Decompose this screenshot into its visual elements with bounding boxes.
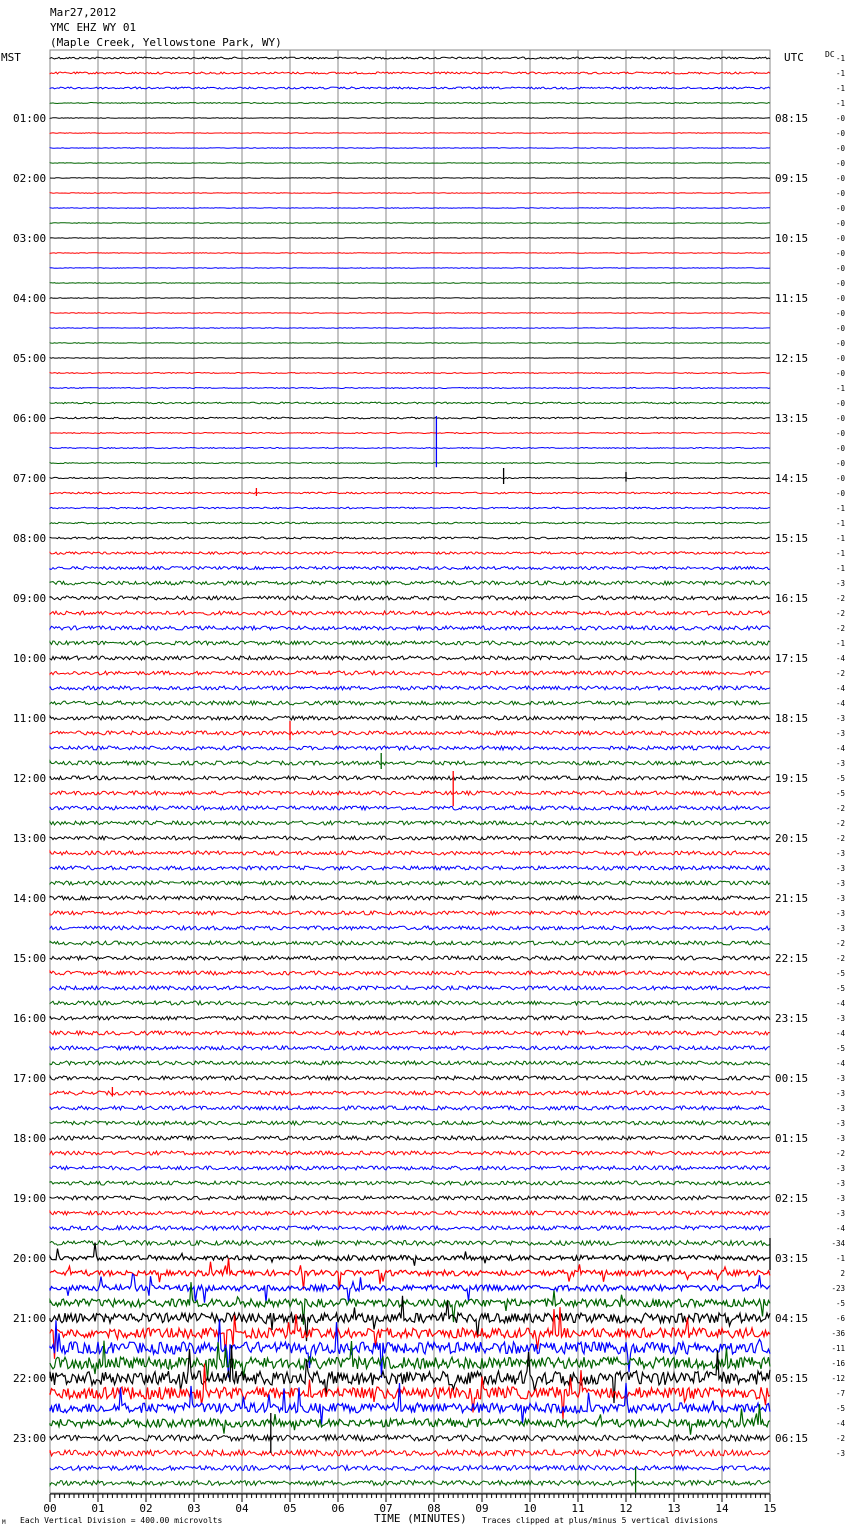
utc-hour-label: 14:15 bbox=[775, 472, 809, 485]
dc-offset-label: -0 bbox=[835, 159, 845, 168]
x-tick-label: 05 bbox=[283, 1502, 297, 1515]
trace-row bbox=[50, 716, 770, 720]
mst-hour-label: 11:00 bbox=[13, 712, 47, 725]
mst-hour-label: 08:00 bbox=[13, 532, 47, 545]
dc-offset-label: -0 bbox=[835, 339, 845, 348]
dc-offset-label: -3 bbox=[835, 894, 845, 903]
trace-row bbox=[50, 1151, 770, 1155]
x-tick-label: 02 bbox=[139, 1502, 153, 1515]
trace-row bbox=[50, 1031, 770, 1035]
dc-offset-label: -4 bbox=[835, 1029, 845, 1038]
dc-offset-label: -4 bbox=[835, 1419, 845, 1428]
utc-hour-label: 00:15 bbox=[775, 1072, 809, 1085]
dc-offset-label: -3 bbox=[835, 759, 845, 768]
trace-row bbox=[50, 492, 770, 494]
x-tick-label: 01 bbox=[91, 1502, 105, 1515]
dc-offset-label: -4 bbox=[835, 1059, 845, 1068]
trace-row bbox=[50, 821, 770, 825]
dc-offset-label: -2 bbox=[835, 954, 845, 963]
trace-row bbox=[50, 1076, 770, 1080]
trace-row bbox=[50, 1181, 770, 1185]
dc-offset-label: -4 bbox=[835, 654, 845, 663]
dc-offset-label: -0 bbox=[835, 369, 845, 378]
dc-offset-label: -3 bbox=[835, 1194, 845, 1203]
dc-offset-label: -3 bbox=[835, 909, 845, 918]
utc-hour-label: 03:15 bbox=[775, 1252, 809, 1265]
trace-row bbox=[50, 686, 770, 690]
trace-row bbox=[50, 1121, 770, 1125]
dc-offset-label: -0 bbox=[835, 414, 845, 423]
trace-row bbox=[50, 746, 770, 750]
trace-row bbox=[50, 507, 770, 509]
mst-hour-label: 21:00 bbox=[13, 1312, 47, 1325]
trace-row bbox=[50, 596, 770, 600]
dc-offset-label: -0 bbox=[835, 309, 845, 318]
trace-row bbox=[50, 1274, 770, 1303]
trace-row bbox=[50, 208, 770, 209]
dc-offset-label: -1 bbox=[835, 384, 845, 393]
dc-offset-label: -0 bbox=[835, 489, 845, 498]
utc-hour-label: 19:15 bbox=[775, 772, 809, 785]
mst-hour-label: 20:00 bbox=[13, 1252, 47, 1265]
dc-offset-label: -2 bbox=[835, 819, 845, 828]
trace-row bbox=[50, 791, 770, 795]
trace-row bbox=[50, 671, 770, 675]
dc-offset-label: -23 bbox=[831, 1284, 845, 1293]
trace-row bbox=[50, 611, 770, 615]
dc-offset-label: -3 bbox=[835, 729, 845, 738]
trace-row bbox=[50, 806, 770, 810]
dc-offset-label: -5 bbox=[835, 1404, 845, 1413]
x-tick-label: 00 bbox=[43, 1502, 57, 1515]
mst-hour-label: 06:00 bbox=[13, 412, 47, 425]
mst-hour-label: 22:00 bbox=[13, 1372, 47, 1385]
dc-offset-label: -36 bbox=[831, 1329, 845, 1338]
mst-hour-label: 01:00 bbox=[13, 112, 47, 125]
trace-row bbox=[50, 776, 770, 780]
utc-hour-label: 22:15 bbox=[775, 952, 809, 965]
trace-row bbox=[50, 1211, 770, 1215]
trace-row bbox=[50, 926, 770, 930]
dc-offset-label: -3 bbox=[835, 879, 845, 888]
dc-offset-label: -1 bbox=[835, 504, 845, 513]
dc-offset-label: -0 bbox=[835, 324, 845, 333]
utc-hour-label: 10:15 bbox=[775, 232, 809, 245]
trace-row bbox=[50, 956, 770, 960]
mst-axis-label: MST bbox=[1, 51, 21, 64]
x-tick-label: 14 bbox=[715, 1502, 729, 1515]
dc-offset-label: -5 bbox=[835, 969, 845, 978]
trace-row bbox=[50, 463, 770, 464]
dc-offset-label: -0 bbox=[835, 354, 845, 363]
dc-offset-label: -2 bbox=[835, 609, 845, 618]
dc-offset-label: -0 bbox=[835, 234, 845, 243]
dc-offset-label: -2 bbox=[835, 1149, 845, 1158]
seismic-traces bbox=[50, 57, 770, 1493]
utc-hour-label: 05:15 bbox=[775, 1372, 809, 1385]
footer bbox=[2, 1512, 718, 1526]
trace-row bbox=[50, 298, 770, 299]
trace-row bbox=[50, 1106, 770, 1110]
dc-offset-label: -3 bbox=[835, 1104, 845, 1113]
utc-hour-label: 23:15 bbox=[775, 1012, 809, 1025]
trace-row bbox=[50, 896, 770, 900]
dc-offset-label: -0 bbox=[835, 429, 845, 438]
trace-row bbox=[50, 552, 770, 554]
mst-hour-label: 09:00 bbox=[13, 592, 47, 605]
x-tick-label: 04 bbox=[235, 1502, 249, 1515]
dc-offset-label: -3 bbox=[835, 849, 845, 858]
trace-row bbox=[50, 1001, 770, 1005]
trace-row bbox=[50, 448, 770, 449]
trace-row bbox=[50, 1383, 770, 1425]
trace-row bbox=[50, 701, 770, 705]
x-tick-label: 06 bbox=[331, 1502, 345, 1515]
trace-row bbox=[50, 148, 770, 149]
dc-offset-label: -3 bbox=[835, 579, 845, 588]
trace-row bbox=[50, 1016, 770, 1020]
dc-offset-label: -3 bbox=[835, 714, 845, 723]
utc-hour-label: 21:15 bbox=[775, 892, 809, 905]
trace-row bbox=[50, 656, 770, 660]
dc-offset-label: -3 bbox=[835, 1209, 845, 1218]
dc-offset-label: -5 bbox=[835, 1044, 845, 1053]
dc-offset-label: -0 bbox=[835, 294, 845, 303]
x-tick-label: 12 bbox=[619, 1502, 633, 1515]
trace-row bbox=[50, 1404, 770, 1435]
utc-hour-label: 04:15 bbox=[775, 1312, 809, 1325]
dc-offset-label: -3 bbox=[835, 1449, 845, 1458]
trace-row bbox=[50, 941, 770, 945]
dc-offset-label: -2 bbox=[835, 939, 845, 948]
trace-row bbox=[50, 866, 770, 870]
dc-offset-label: -3 bbox=[835, 924, 845, 933]
dc-offset-label: -0 bbox=[835, 174, 845, 183]
dc-offset-label: -0 bbox=[835, 444, 845, 453]
dc-offset-label: -0 bbox=[835, 474, 845, 483]
dc-offset-label: -0 bbox=[835, 399, 845, 408]
mst-hour-label: 13:00 bbox=[13, 832, 47, 845]
trace-row bbox=[50, 581, 770, 585]
trace-row bbox=[50, 1091, 770, 1095]
dc-offset-label: -3 bbox=[835, 1119, 845, 1128]
trace-row bbox=[50, 1046, 770, 1050]
dc-offset-label: -2 bbox=[835, 669, 845, 678]
trace-row bbox=[50, 1226, 770, 1230]
trace-row bbox=[50, 328, 770, 329]
trace-row bbox=[50, 283, 770, 284]
mst-hour-label: 14:00 bbox=[13, 892, 47, 905]
trace-row bbox=[50, 238, 770, 239]
dc-offset-label: -3 bbox=[835, 864, 845, 873]
trace-row bbox=[50, 1136, 770, 1140]
trace-row bbox=[50, 1061, 770, 1065]
dc-offset-label: -2 bbox=[835, 594, 845, 603]
time-grid bbox=[50, 50, 770, 1493]
trace-row bbox=[50, 402, 770, 404]
corner-mark: M bbox=[2, 1519, 6, 1526]
mst-hour-label: 10:00 bbox=[13, 652, 47, 665]
mst-hour-label: 07:00 bbox=[13, 472, 47, 485]
trace-row bbox=[50, 388, 770, 389]
trace-row bbox=[50, 1243, 770, 1266]
trace-row bbox=[50, 626, 770, 630]
x-tick-label: 10 bbox=[523, 1502, 537, 1515]
mst-hour-label: 16:00 bbox=[13, 1012, 47, 1025]
dc-offset-label: -1 bbox=[835, 84, 845, 93]
trace-row bbox=[50, 118, 770, 119]
dc-offset-label: -3 bbox=[835, 1074, 845, 1083]
dc-offset-label: -0 bbox=[835, 219, 845, 228]
trace-row bbox=[50, 358, 770, 359]
utc-hour-label: 11:15 bbox=[775, 292, 809, 305]
mst-hour-label: 02:00 bbox=[13, 172, 47, 185]
trace-row bbox=[50, 223, 770, 224]
x-tick-label: 08 bbox=[427, 1502, 441, 1515]
mst-hour-label: 03:00 bbox=[13, 232, 47, 245]
trace-row bbox=[50, 433, 770, 434]
x-tick-label: 07 bbox=[379, 1502, 393, 1515]
dc-offset-label: -0 bbox=[835, 129, 845, 138]
dc-offset-label: -4 bbox=[835, 684, 845, 693]
dc-offset-label: -3 bbox=[835, 1134, 845, 1143]
dc-offset-label: -0 bbox=[835, 189, 845, 198]
trace-row bbox=[50, 1166, 770, 1170]
dc-offset-label: -1 bbox=[835, 519, 845, 528]
dc-offset-label: -4 bbox=[835, 744, 845, 753]
mst-hour-labels bbox=[13, 112, 46, 1445]
dc-offset-label: -1 bbox=[835, 639, 845, 648]
trace-row bbox=[50, 522, 770, 524]
utc-hour-label: 08:15 bbox=[775, 112, 809, 125]
dc-offset-label: -34 bbox=[831, 1239, 845, 1248]
utc-hour-label: 15:15 bbox=[775, 532, 809, 545]
dc-offset-label: -1 bbox=[835, 54, 845, 63]
trace-row bbox=[50, 567, 770, 570]
trace-row bbox=[50, 163, 770, 164]
x-axis-title: TIME (MINUTES) bbox=[374, 1512, 467, 1525]
dc-offset-label: -3 bbox=[835, 1179, 845, 1188]
dc-offset-label: -1 bbox=[835, 1254, 845, 1263]
dc-offset-label: -2 bbox=[835, 834, 845, 843]
mst-hour-label: 15:00 bbox=[13, 952, 47, 965]
dc-offset-label: -2 bbox=[835, 1434, 845, 1443]
dc-offset-label: -3 bbox=[835, 1164, 845, 1173]
trace-row bbox=[50, 417, 770, 419]
trace-row bbox=[50, 971, 770, 975]
dc-offset-label: -1 bbox=[835, 564, 845, 573]
dc-offset-label: -3 bbox=[835, 1014, 845, 1023]
trace-row bbox=[50, 731, 770, 735]
dc-offset-label: -1 bbox=[835, 534, 845, 543]
dc-offset-label: -2 bbox=[835, 804, 845, 813]
trace-row bbox=[50, 57, 770, 59]
dc-offset-labels bbox=[831, 54, 845, 1458]
location-text: (Maple Creek, Yellowstone Park, WY) bbox=[50, 36, 282, 49]
utc-hour-label: 06:15 bbox=[775, 1432, 809, 1445]
dc-offset-label: -5 bbox=[835, 984, 845, 993]
trace-row bbox=[50, 178, 770, 179]
scale-note: Each Vertical Division = 400.00 microvolts bbox=[20, 1516, 223, 1525]
mst-hour-label: 17:00 bbox=[13, 1072, 47, 1085]
trace-row bbox=[50, 761, 770, 765]
trace-row bbox=[50, 253, 770, 254]
x-tick-label: 03 bbox=[187, 1502, 201, 1515]
dc-offset-label: -4 bbox=[835, 1224, 845, 1233]
utc-hour-label: 13:15 bbox=[775, 412, 809, 425]
mst-hour-label: 18:00 bbox=[13, 1132, 47, 1145]
trace-row bbox=[50, 133, 770, 134]
trace-row bbox=[50, 1435, 770, 1441]
dc-offset-label: -6 bbox=[835, 1314, 845, 1323]
dc-offset-label: -11 bbox=[831, 1344, 845, 1353]
dc-offset-label: -1 bbox=[835, 69, 845, 78]
dc-offset-label: 2 bbox=[840, 1269, 845, 1278]
mst-hour-label: 19:00 bbox=[13, 1192, 47, 1205]
dc-offset-label: -0 bbox=[835, 264, 845, 273]
date-text: Mar27,2012 bbox=[50, 6, 117, 19]
trace-row bbox=[50, 313, 770, 314]
trace-row bbox=[50, 343, 770, 344]
dc-offset-label: -0 bbox=[835, 114, 845, 123]
dc-offset-label: -4 bbox=[835, 999, 845, 1008]
dc-offset-label: -0 bbox=[835, 144, 845, 153]
trace-row bbox=[50, 1481, 770, 1486]
x-tick-label: 15 bbox=[763, 1502, 777, 1515]
x-tick-label: 11 bbox=[571, 1502, 585, 1515]
dc-offset-label: -5 bbox=[835, 774, 845, 783]
trace-row bbox=[50, 87, 770, 89]
trace-row bbox=[50, 1196, 770, 1200]
trace-row bbox=[50, 373, 770, 374]
utc-hour-label: 01:15 bbox=[775, 1132, 809, 1145]
dc-offset-label: -7 bbox=[835, 1389, 845, 1398]
dc-offset-label: -0 bbox=[835, 279, 845, 288]
trace-row bbox=[50, 641, 770, 645]
header bbox=[1, 6, 835, 64]
trace-row bbox=[50, 477, 770, 478]
dc-offset-label: -5 bbox=[835, 1299, 845, 1308]
dc-offset-label: -16 bbox=[831, 1359, 845, 1368]
dc-offset-label: -5 bbox=[835, 789, 845, 798]
trace-row bbox=[50, 268, 770, 269]
dc-offset-label: -0 bbox=[835, 459, 845, 468]
trace-row bbox=[50, 1466, 770, 1471]
utc-hour-label: 18:15 bbox=[775, 712, 809, 725]
mst-hour-label: 04:00 bbox=[13, 292, 47, 305]
dc-offset-label: -2 bbox=[835, 624, 845, 633]
dc-offset-label: -12 bbox=[831, 1374, 845, 1383]
trace-row bbox=[50, 1450, 770, 1456]
x-tick-label: 13 bbox=[667, 1502, 681, 1515]
trace-row bbox=[50, 537, 770, 539]
trace-row bbox=[50, 103, 770, 104]
utc-hour-label: 12:15 bbox=[775, 352, 809, 365]
trace-row bbox=[50, 1319, 770, 1378]
plot-frame bbox=[50, 50, 770, 1493]
trace-row bbox=[50, 851, 770, 855]
utc-hour-label: 09:15 bbox=[775, 172, 809, 185]
dc-offset-label: -1 bbox=[835, 99, 845, 108]
utc-hour-label: 02:15 bbox=[775, 1192, 809, 1205]
dc-offset-label: -1 bbox=[835, 549, 845, 558]
dc-offset-label: -4 bbox=[835, 699, 845, 708]
trace-row bbox=[50, 986, 770, 990]
trace-row bbox=[50, 836, 770, 840]
trace-row bbox=[50, 1241, 770, 1246]
utc-axis-label: UTC bbox=[784, 51, 804, 64]
trace-row bbox=[50, 1258, 770, 1289]
utc-hour-labels bbox=[775, 112, 808, 1445]
trace-row bbox=[50, 911, 770, 915]
mst-hour-label: 05:00 bbox=[13, 352, 47, 365]
x-tick-label: 09 bbox=[475, 1502, 489, 1515]
trace-row bbox=[50, 881, 770, 885]
dc-label: DC bbox=[825, 50, 835, 59]
mst-hour-label: 12:00 bbox=[13, 772, 47, 785]
utc-hour-label: 20:15 bbox=[775, 832, 809, 845]
dc-offset-label: -0 bbox=[835, 204, 845, 213]
utc-hour-label: 16:15 bbox=[775, 592, 809, 605]
trace-row bbox=[50, 72, 770, 74]
dc-offset-label: -0 bbox=[835, 249, 845, 258]
mst-hour-label: 23:00 bbox=[13, 1432, 47, 1445]
utc-hour-label: 17:15 bbox=[775, 652, 809, 665]
clip-note: Traces clipped at plus/minus 5 vertical divisions bbox=[482, 1516, 719, 1525]
trace-row bbox=[50, 193, 770, 194]
dc-offset-label: -3 bbox=[835, 1089, 845, 1098]
station-text: YMC EHZ WY 01 bbox=[50, 21, 137, 34]
